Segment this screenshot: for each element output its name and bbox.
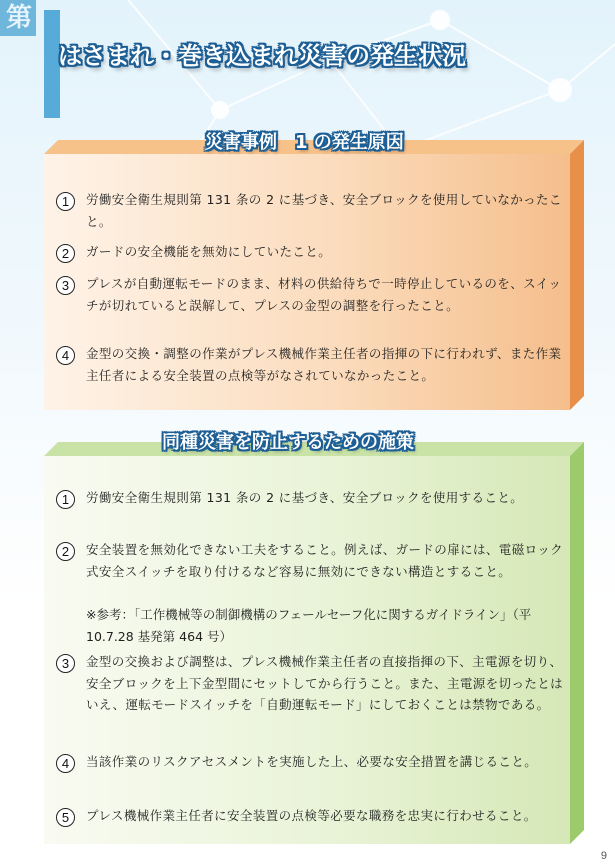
measure-text: 安全装置を無効化できない工夫をすること。例えば、ガードの扉には、電磁ロック式安全スイッチを取り付けるなど容易に無効にできない構造とすること。 — [86, 542, 564, 579]
cause-text: 金型の交換・調整の作業がプレス機械作業主任者の指揮の下に行われず、また作業主任者による安全装置の点検等がなされていなかったこと。 — [86, 346, 562, 383]
measures-heading: 同種災害を防止するための施策 — [162, 432, 414, 453]
cause-number-1: 1 — [56, 192, 75, 211]
reference-note: ※参考：「工作機械等の制御機構のフェールセーフ化に関するガイドライン」（平 10.7.28 基発第 464 号） — [86, 607, 532, 644]
cause-number-2: 2 — [56, 244, 75, 263]
measure-number-3: 3 — [56, 654, 75, 673]
cause-text: プレスが自動運転モードのまま、材料の供給待ちで一時停止しているのを、スイッチが切れていると誤解して、プレスの金型の調整を行ったこと。 — [86, 276, 562, 313]
cause-number-3: 3 — [56, 276, 75, 295]
measure-text: 金型の交換および調整は、プレス機械作業主任者の直接指揮の下、主電源を切り、安全ブロックを上下金型間にセットしてから行うこと。また、主電源を切ったとはいえ、運転モードスイッチを「自動運転モード」にしておくことは禁物である。 — [86, 654, 564, 712]
measure-number-1: 1 — [56, 490, 75, 509]
measure-number-5: 5 — [56, 808, 75, 827]
measure-number-2: 2 — [56, 542, 75, 561]
chapter-tab: 第 — [0, 0, 36, 36]
measure-text: プレス機械作業主任者に安全装置の点検等必要な職務を忠実に行わせること。 — [86, 808, 537, 823]
measures-box-side — [570, 442, 584, 844]
cause-text: 労働安全衛生規則第 131 条の 2 に基づき、安全ブロックを使用していなかったこと。 — [86, 192, 562, 229]
measure-text: 労働安全衛生規則第 131 条の 2 に基づき、安全ブロックを使用すること。 — [86, 490, 524, 505]
causes-box-side — [570, 140, 584, 410]
cause-text: ガードの安全機能を無効にしていたこと。 — [86, 244, 332, 259]
page-number: 9 — [600, 850, 607, 862]
causes-heading: 災害事例 1 の発生原因 — [205, 132, 404, 153]
measures-box-face — [44, 456, 570, 844]
page-title: はさまれ・巻き込まれ災害の発生状況 — [58, 42, 466, 70]
causes-box-face — [44, 154, 570, 410]
measure-number-4: 4 — [56, 754, 75, 773]
cause-number-4: 4 — [56, 346, 75, 365]
causes-box — [44, 140, 584, 410]
measures-box — [44, 442, 584, 844]
measure-text: 当該作業のリスクアセスメントを実施した上、必要な安全措置を講じること。 — [86, 754, 538, 769]
